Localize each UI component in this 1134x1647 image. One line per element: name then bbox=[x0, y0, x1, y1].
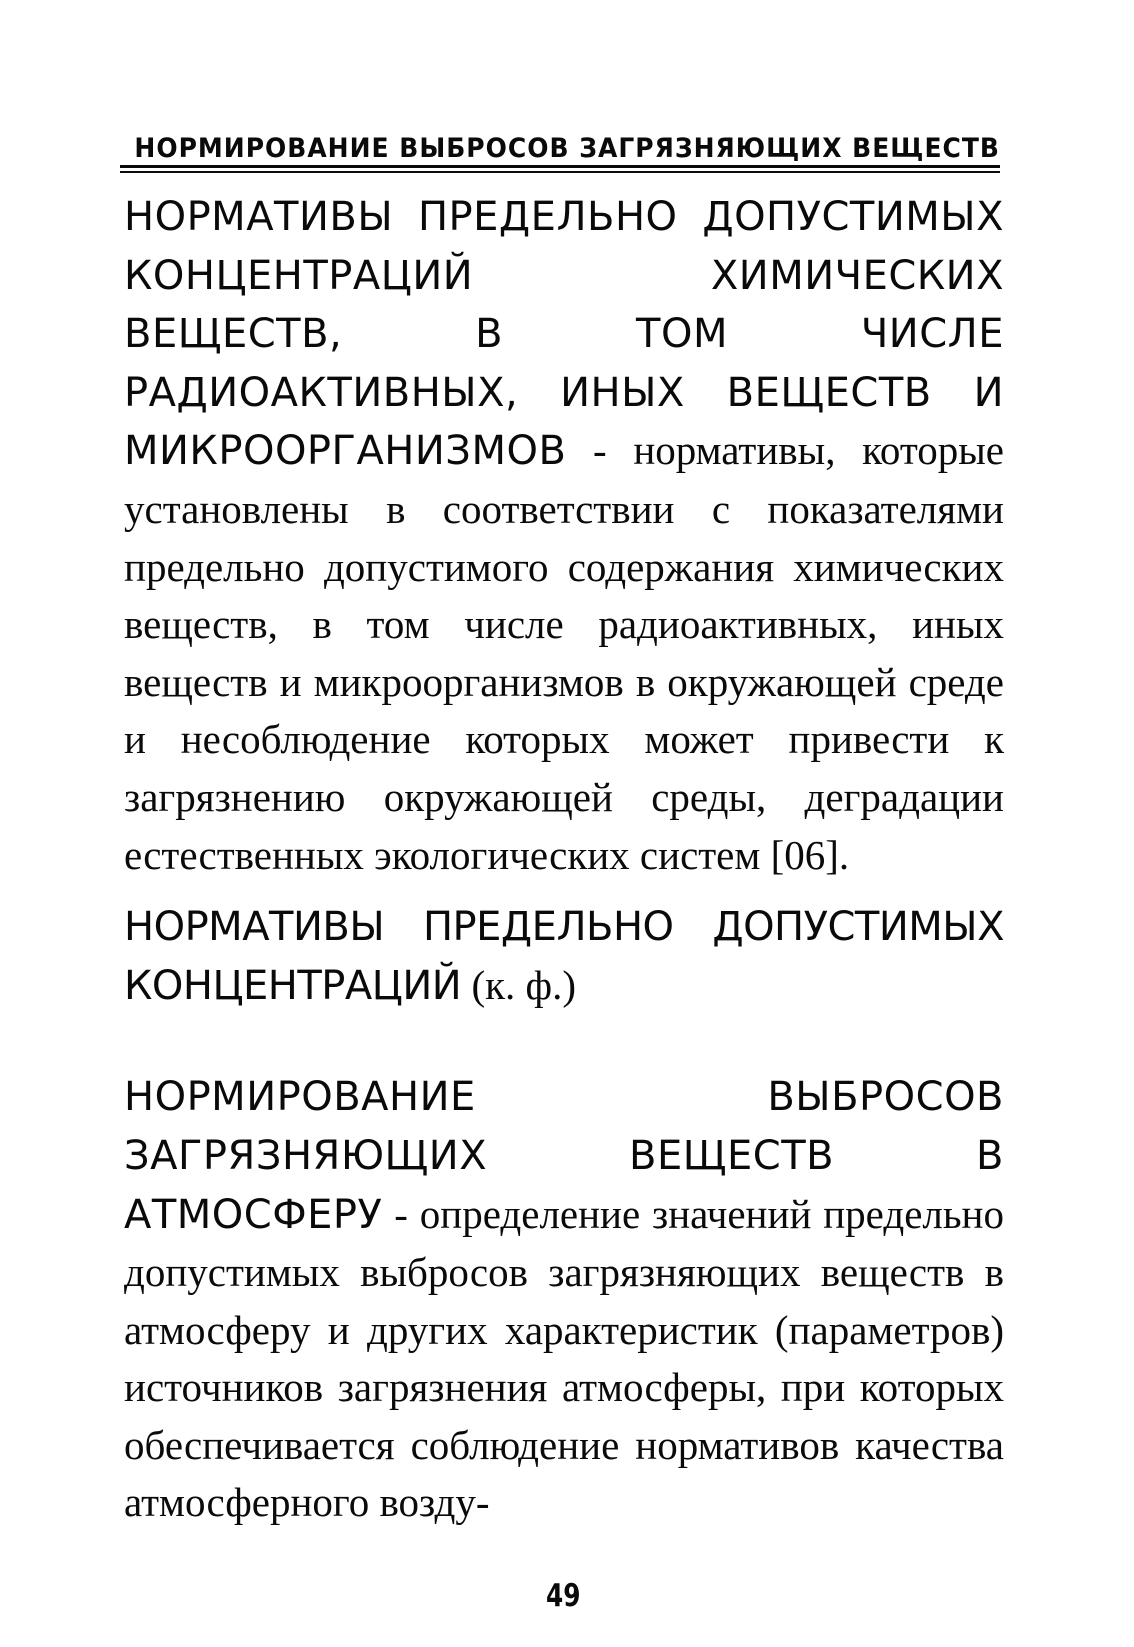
entry-term: НОРМИРОВАНИЕ ВЫБРОСОВ ЗАГРЯЗНЯЮЩИХ ВЕЩЕСТВ В АТМОСФЕРУ bbox=[124, 1074, 1004, 1238]
dictionary-entries bbox=[124, 188, 1004, 1532]
dictionary-entry bbox=[124, 1068, 1004, 1532]
entry-separator: - bbox=[566, 427, 634, 474]
running-head-rule bbox=[120, 165, 1000, 168]
dictionary-entry bbox=[124, 188, 1004, 884]
dictionary-entry bbox=[124, 898, 1004, 1015]
entry-term: НОРМАТИВЫ ПРЕДЕЛЬНО ДОПУСТИМЫХ КОНЦЕНТРАЦИЙ bbox=[124, 904, 1004, 1009]
entry-definition: определение значений предельно допустимых выбросов загрязняющих веществ в атмосферу и других характеристик (параметров) источников загрязнения атмосферы, при которых обеспечивается соблюдение нормативов качества атмосферного возду- bbox=[124, 1190, 1004, 1526]
entry-term: НОРМАТИВЫ ПРЕДЕЛЬНО ДОПУСТИМЫХ КОНЦЕНТРАЦИЙ ХИМИЧЕСКИХ ВЕЩЕСТВ, В ТОМ ЧИСЛЕ РАДИОАКТИВНЫХ, ИНЫХ ВЕЩЕСТВ И МИКРООРГАНИЗМОВ bbox=[124, 194, 1004, 475]
entry-definition: нормативы, которые установлены в соответствии с показателями предельно допустимого содержания химических веществ, в том числе радиоактивных, иных веществ и микроорганизмов в окружающей среде и несоблюдение которых может привести к загрязнению окружающей среды, деградации естественных экологических систем [06]. bbox=[124, 427, 1004, 878]
running-head: НОРМИРОВАНИЕ ВЫБРОСОВ ЗАГРЯЗНЯЮЩИХ ВЕЩЕСТВ bbox=[134, 132, 1000, 164]
entry-cross-reference: (к. ф.) bbox=[471, 961, 576, 1008]
page-number: 49 bbox=[545, 1578, 581, 1614]
entry-separator: - bbox=[382, 1190, 420, 1237]
running-head-rule-thin bbox=[120, 171, 1000, 173]
entry-separator bbox=[461, 962, 471, 1008]
